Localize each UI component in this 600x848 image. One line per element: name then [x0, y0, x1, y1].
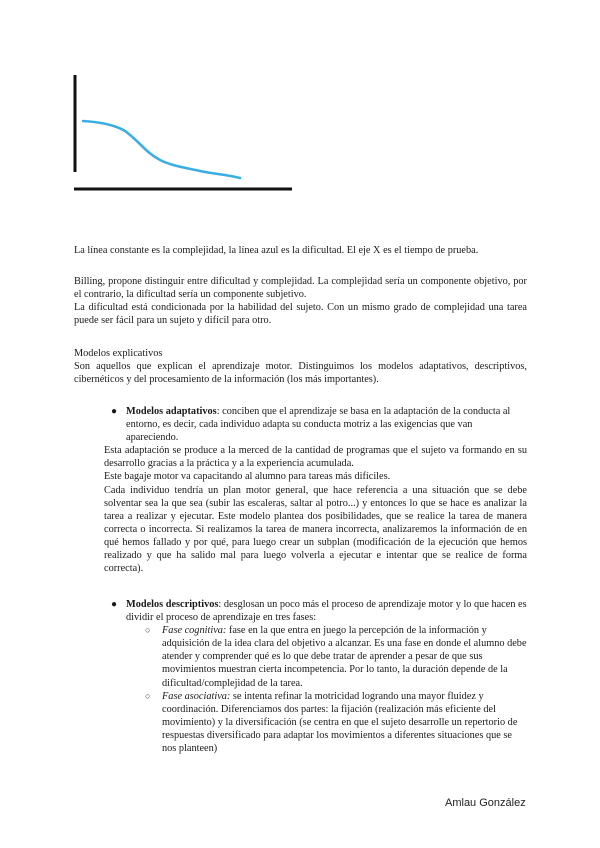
bullet-dot: ●: [111, 599, 118, 610]
adaptativos-term: Modelos adaptativos: [126, 406, 217, 417]
descriptivos-text: : desglosan un poco más el proceso de aprendizaje motor y lo que hacen es dividir el proceso de aprendizaje en tres fases:: [126, 599, 527, 624]
fase-cognitiva-item: [74, 624, 527, 689]
difficulty-complexity-graph: [0, 0, 600, 200]
fase-asociativa-text: se intenta refinar la motricidad logrando una mayor fluidez y coordinación. Diferenciamos dos partes: la fijación (realización más eficiente del movimiento) y la diversificación (se centra en que el sujeto desarrolle un repertorio de respuestas diversificado para adaptar los movimientos a diferentes situaciones que se nos planteen): [162, 690, 518, 755]
descriptivos-term: Modelos descriptivos: [126, 599, 219, 610]
modelos-section: [74, 347, 527, 386]
fase-cognitiva-text: fase en la que entra en juego la percepción de la información y adquisición de la idea clara del objetivo a alcanzar. Es una fase en donde el alumno debe atender y comprender qué es lo que debe tratar de aprender a pesar de que sus movimientos muestran cierta incompetencia. Por lo tanto, la duración depende de la dificultad/complejidad de la tarea.: [162, 625, 527, 689]
modelos-intro: Son aquellos que explican el aprendizaje motor. Distinguimos los modelos adaptativos, descriptivos, cibernéticos y del procesamiento de la información (los más importantes).: [74, 361, 527, 386]
descriptivos-bullet: [74, 598, 527, 624]
billing-section: [74, 275, 527, 327]
adaptativos-p2: Este bagaje motor va capacitando al alumno para tareas más difíciles.: [104, 471, 391, 483]
circle-bullet: ○: [145, 625, 151, 636]
adaptativos-bullet: [74, 405, 527, 444]
body-text-upper: [74, 244, 527, 257]
modelos-title: Modelos explicativos: [74, 348, 163, 359]
bullet-dot: ●: [111, 406, 118, 417]
adaptativos-p1: Esta adaptación se produce a la merced de la cantidad de programas que el sujeto va formando en su desarrollo gracias a la práctica y a la experiencia acumulada.: [104, 445, 527, 470]
difficulty-curve: [83, 121, 240, 178]
fase-cognitiva-name: Fase cognitiva:: [162, 625, 227, 637]
descriptivos-section: [74, 598, 527, 755]
adaptativos-section: [74, 405, 527, 575]
fase-asociativa-name: Fase asociativa:: [162, 690, 231, 702]
footer-author: Amlau González: [445, 797, 526, 809]
adaptativos-text: : conciben que el aprendizaje se basa en la adaptación de la conducta al entorno, es decir, cada individuo adapta su conducta motriz a las exigencias que van apareciendo.: [126, 406, 511, 444]
adaptativos-p3: Cada individuo tendría un plan motor general, que hace referencia a una situación que se debe solventar sea la que sea (subir las escaleras, saltar al potro...) y entonces lo que se hace es analizar la tarea a realizar y ejecutar. Este modelo plantea dos posibilidades, que se realice la tarea de manera correcta o incorrecta. Si realizamos la tarea de manera incorrecta, analizaremos la información de en qué hemos fallado y por qué, para luego crear un subplan (modificación de la ejecución que hemos realizado y que ha salido mal para luego volverla a ejecutar e intentar que se realice de forma correcta).: [104, 484, 527, 575]
billing-paragraph: Billing, propone distinguir entre dificultad y complejidad. La complejidad sería un componente objetivo, por el contrario, la dificultad sería un componente subjetivo.: [74, 276, 527, 301]
circle-bullet: ○: [145, 690, 151, 701]
dificultad-paragraph: La dificultad está condicionada por la habilidad del sujeto. Con un mismo grado de complejidad una tarea puede ser fácil para un sujeto y difícil para otro.: [74, 302, 527, 327]
fase-asociativa-item: [74, 690, 527, 755]
figure-caption: La línea constante es la complejidad, la línea azul es la dificultad. El eje X es el tiempo de prueba.: [74, 245, 479, 256]
